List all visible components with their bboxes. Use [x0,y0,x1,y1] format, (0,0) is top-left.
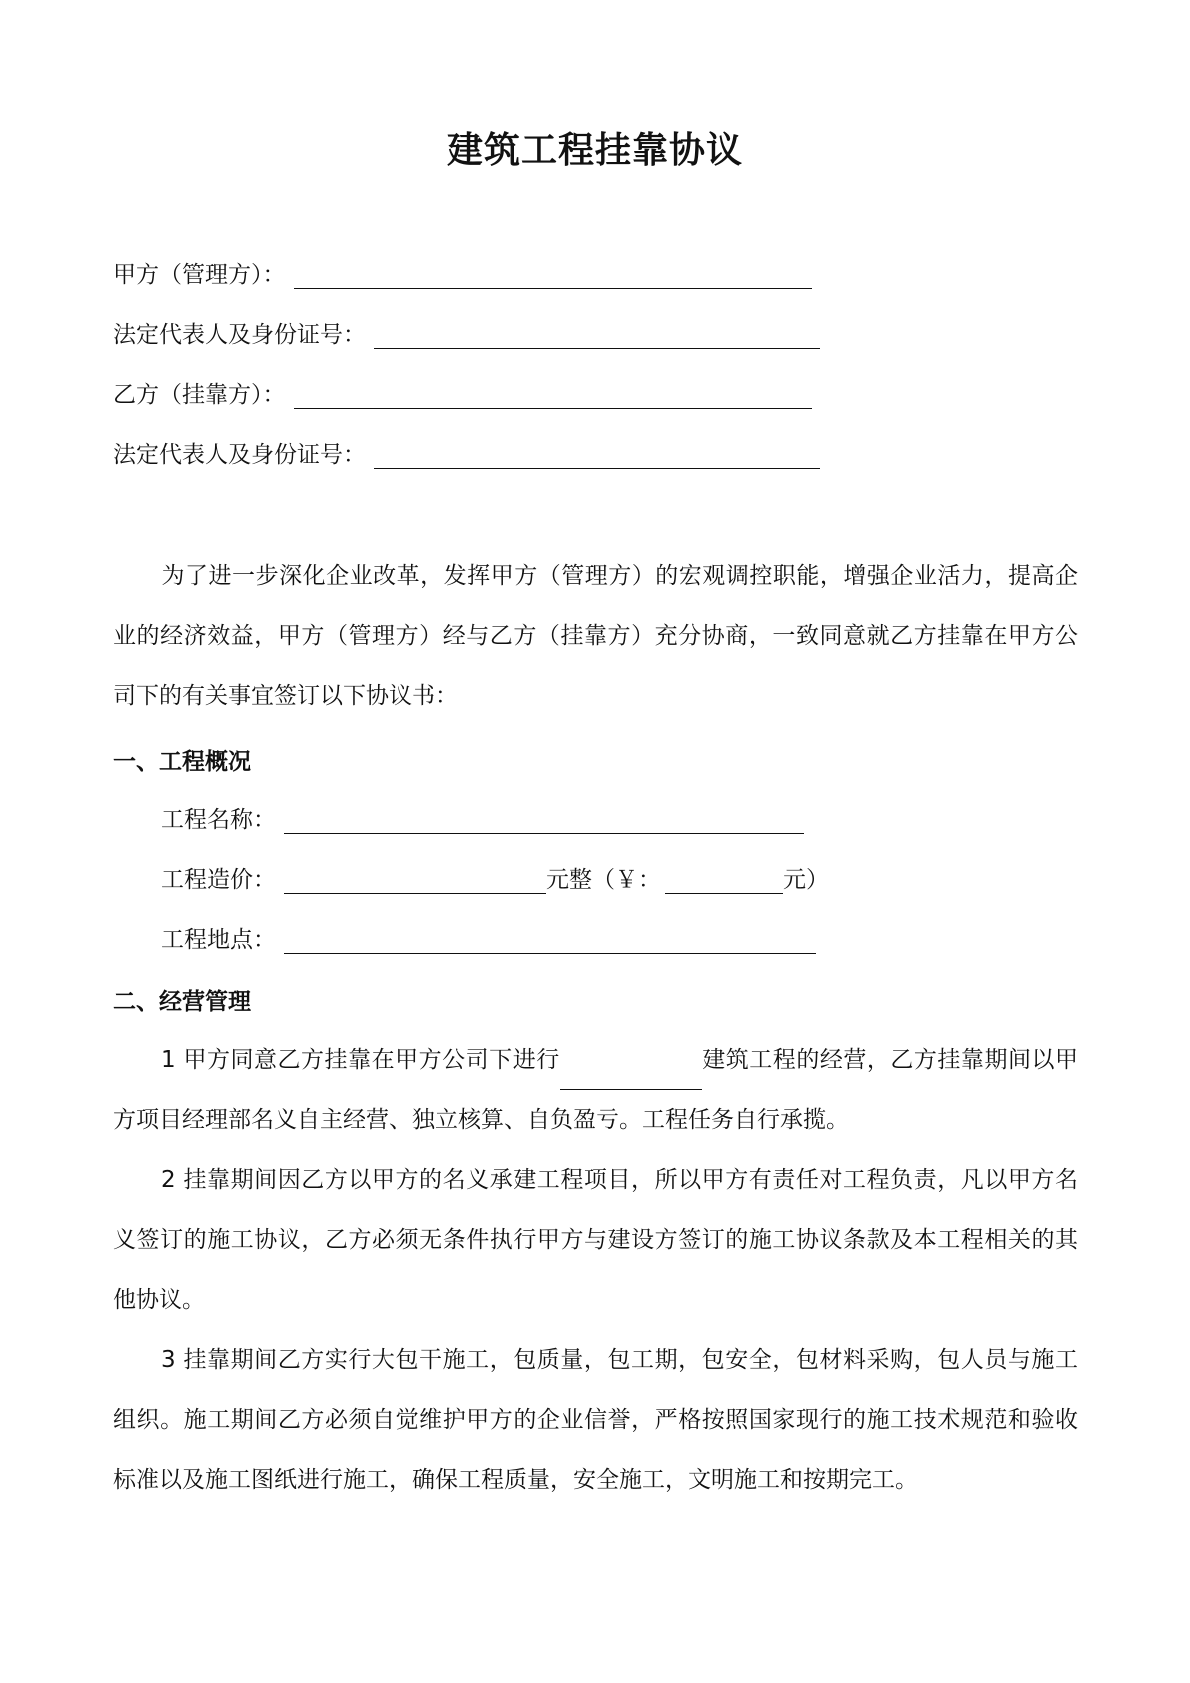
project-cost-label: 工程造价： [161,867,276,893]
project-cost-unit: 元整（￥： [546,867,661,893]
clause-2 [113,1150,1078,1330]
project-name-blank[interactable] [284,807,804,834]
project-cost-blank[interactable] [284,867,546,894]
party-b-label: 乙方（挂靠方）： [113,382,286,408]
intro-text: 为了进一步深化企业改革，发挥甲方（管理方）的宏观调控职能，增强企业活力，提高企业的经济效益，甲方（管理方）经与乙方（挂靠方）充分协商，一致同意就乙方挂靠在甲方公司下的有关事宜签订以下协议书： [113,563,1078,709]
clause-1-text-a: 1 甲方同意乙方挂靠在甲方公司下进行 [161,1047,560,1073]
party-a-blank[interactable] [294,262,812,289]
party-b-blank[interactable] [294,382,812,409]
clause-1 [113,1030,1078,1150]
clause-1-text-b: 建筑工程的经营，乙方挂靠期间以甲方项目经理部名义自主经营、独立核算、自负盈亏。工程任务自行承揽。 [113,1047,1078,1133]
party-a-field [113,256,812,289]
document-title: 建筑工程挂靠协议 [446,130,743,171]
section2-heading: 二、经营管理 [113,989,251,1015]
clause-3 [113,1330,1078,1510]
project-location-blank[interactable] [284,927,816,954]
party-b-rep-blank[interactable] [374,442,820,469]
project-location-label: 工程地点： [161,927,276,953]
party-a-label: 甲方（管理方）： [113,262,286,288]
project-cost-close: 元） [783,867,829,893]
project-cost-field [161,861,829,894]
party-a-rep-blank[interactable] [374,322,820,349]
clause-3-text: 3 挂靠期间乙方实行大包干施工，包质量，包工期，包安全，包材料采购，包人员与施工组织。施工期间乙方必须自觉维护甲方的企业信誉，严格按照国家现行的施工技术规范和验收标准以及施工图纸进行施工，确保工程质量，安全施工，文明施工和按期完工。 [113,1347,1078,1493]
party-b-field [113,376,812,409]
intro-paragraph [113,546,1078,726]
project-name-field [161,801,804,834]
project-cost-figure-blank[interactable] [665,867,783,894]
party-a-rep-label: 法定代表人及身份证号： [113,322,366,348]
party-a-rep-field [113,316,820,349]
clause-2-text: 2 挂靠期间因乙方以甲方的名义承建工程项目，所以甲方有责任对工程负责，凡以甲方名义签订的施工协议，乙方必须无条件执行甲方与建设方签订的施工协议条款及本工程相关的其他协议。 [113,1167,1078,1313]
party-b-rep-label: 法定代表人及身份证号： [113,442,366,468]
project-name-label: 工程名称： [161,807,276,833]
project-location-field [161,921,816,954]
clause-1-blank[interactable] [560,1065,702,1090]
section1-heading: 一、工程概况 [113,749,251,775]
party-b-rep-field [113,436,820,469]
